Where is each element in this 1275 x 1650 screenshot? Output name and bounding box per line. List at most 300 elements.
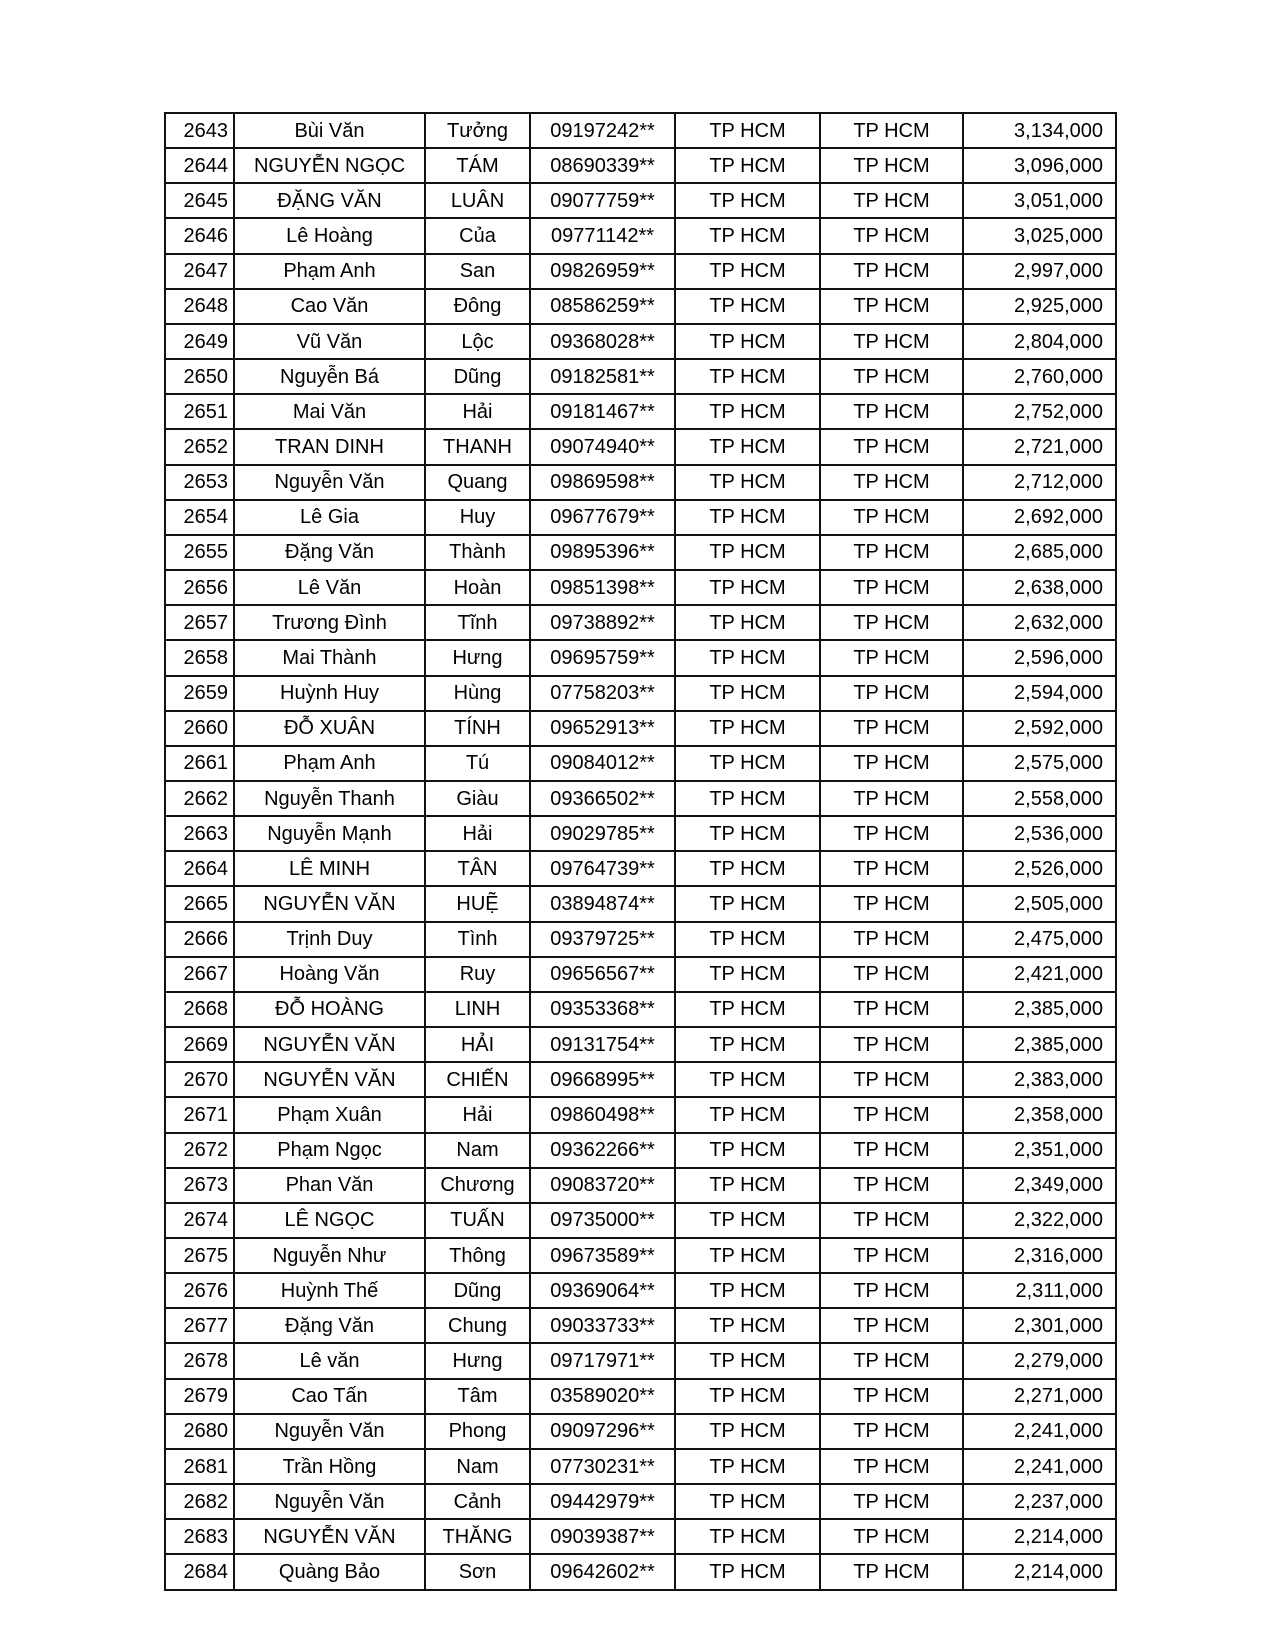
cell-row-index: 2662 [165,781,234,816]
table-row [165,605,1116,640]
cell-family-middle-name: Phạm Xuân [234,1097,425,1132]
cell-family-middle-name: NGUYỄN VĂN [234,1027,425,1062]
table-row [165,1449,1116,1484]
cell-phone-number-masked: 09826959** [530,254,675,289]
cell-province: TP HCM [675,218,820,253]
cell-province: TP HCM [675,1554,820,1589]
table-row [165,394,1116,429]
cell-row-index: 2657 [165,605,234,640]
cell-amount-vnd: 2,358,000 [963,1097,1116,1132]
cell-family-middle-name: ĐỖ HOÀNG [234,992,425,1027]
cell-given-name: Phong [425,1414,530,1449]
cell-given-name: TÂN [425,851,530,886]
table-row [165,1379,1116,1414]
table-row [165,1484,1116,1519]
cell-province: TP HCM [675,605,820,640]
cell-amount-vnd: 2,271,000 [963,1379,1116,1414]
cell-row-index: 2660 [165,711,234,746]
cell-province: TP HCM [675,1133,820,1168]
table-row [165,1238,1116,1273]
cell-row-index: 2649 [165,324,234,359]
cell-row-index: 2661 [165,746,234,781]
cell-given-name: Giàu [425,781,530,816]
cell-payout-province: TP HCM [820,1379,963,1414]
cell-given-name: Nam [425,1449,530,1484]
cell-family-middle-name: Lê Gia [234,500,425,535]
cell-phone-number-masked: 09097296** [530,1414,675,1449]
cell-family-middle-name: Nguyễn Bá [234,359,425,394]
cell-amount-vnd: 2,351,000 [963,1133,1116,1168]
cell-given-name: HẢI [425,1027,530,1062]
cell-family-middle-name: Mai Văn [234,394,425,429]
cell-row-index: 2646 [165,218,234,253]
cell-province: TP HCM [675,1379,820,1414]
cell-given-name: Tĩnh [425,605,530,640]
cell-amount-vnd: 2,685,000 [963,535,1116,570]
cell-family-middle-name: Nguyễn Văn [234,465,425,500]
cell-phone-number-masked: 09379725** [530,922,675,957]
cell-phone-number-masked: 09642602** [530,1554,675,1589]
cell-amount-vnd: 2,712,000 [963,465,1116,500]
cell-row-index: 2676 [165,1273,234,1308]
table-row [165,851,1116,886]
cell-given-name: THANH [425,429,530,464]
cell-family-middle-name: Nguyễn Như [234,1238,425,1273]
cell-given-name: Tâm [425,1379,530,1414]
cell-phone-number-masked: 09029785** [530,816,675,851]
cell-phone-number-masked: 09869598** [530,465,675,500]
cell-amount-vnd: 2,526,000 [963,851,1116,886]
cell-amount-vnd: 2,279,000 [963,1343,1116,1378]
table-row [165,781,1116,816]
table-row [165,816,1116,851]
cell-payout-province: TP HCM [820,1168,963,1203]
cell-phone-number-masked: 09362266** [530,1133,675,1168]
cell-province: TP HCM [675,711,820,746]
cell-phone-number-masked: 09131754** [530,1027,675,1062]
cell-amount-vnd: 2,301,000 [963,1308,1116,1343]
cell-amount-vnd: 2,349,000 [963,1168,1116,1203]
cell-amount-vnd: 2,596,000 [963,640,1116,675]
cell-phone-number-masked: 08586259** [530,289,675,324]
cell-province: TP HCM [675,1484,820,1519]
cell-province: TP HCM [675,746,820,781]
cell-province: TP HCM [675,359,820,394]
table-row [165,1027,1116,1062]
cell-given-name: LUÂN [425,183,530,218]
cell-family-middle-name: NGUYỄN VĂN [234,886,425,921]
cell-payout-province: TP HCM [820,570,963,605]
cell-amount-vnd: 2,421,000 [963,957,1116,992]
cell-payout-province: TP HCM [820,429,963,464]
cell-amount-vnd: 2,721,000 [963,429,1116,464]
table-row [165,1343,1116,1378]
cell-given-name: HUẸ̃ [425,886,530,921]
cell-phone-number-masked: 09738892** [530,605,675,640]
cell-payout-province: TP HCM [820,676,963,711]
cell-row-index: 2647 [165,254,234,289]
cell-family-middle-name: Vũ Văn [234,324,425,359]
table-row [165,1554,1116,1589]
cell-given-name: Thông [425,1238,530,1273]
cell-payout-province: TP HCM [820,359,963,394]
cell-row-index: 2671 [165,1097,234,1132]
cell-province: TP HCM [675,816,820,851]
cell-given-name: THĂNG [425,1519,530,1554]
cell-province: TP HCM [675,922,820,957]
cell-phone-number-masked: 09717971** [530,1343,675,1378]
cell-given-name: Hưng [425,640,530,675]
cell-family-middle-name: Trịnh Duy [234,922,425,957]
cell-family-middle-name: Cao Văn [234,289,425,324]
cell-province: TP HCM [675,640,820,675]
cell-payout-province: TP HCM [820,605,963,640]
cell-given-name: Hưng [425,1343,530,1378]
cell-given-name: Cảnh [425,1484,530,1519]
cell-payout-province: TP HCM [820,1027,963,1062]
cell-province: TP HCM [675,465,820,500]
cell-phone-number-masked: 09668995** [530,1062,675,1097]
cell-given-name: Của [425,218,530,253]
cell-given-name: Chung [425,1308,530,1343]
cell-payout-province: TP HCM [820,851,963,886]
cell-family-middle-name: Trần Hồng [234,1449,425,1484]
cell-amount-vnd: 2,632,000 [963,605,1116,640]
cell-phone-number-masked: 09860498** [530,1097,675,1132]
cell-given-name: Tưởng [425,113,530,148]
cell-row-index: 2648 [165,289,234,324]
cell-family-middle-name: Quàng Bảo [234,1554,425,1589]
cell-province: TP HCM [675,1519,820,1554]
cell-family-middle-name: Mai Thành [234,640,425,675]
cell-row-index: 2680 [165,1414,234,1449]
table-row [165,676,1116,711]
cell-province: TP HCM [675,886,820,921]
table-row [165,218,1116,253]
cell-family-middle-name: Lê Hoàng [234,218,425,253]
cell-family-middle-name: NGUYỄN VĂN [234,1062,425,1097]
cell-payout-province: TP HCM [820,1097,963,1132]
cell-province: TP HCM [675,1062,820,1097]
cell-row-index: 2652 [165,429,234,464]
cell-given-name: Chương [425,1168,530,1203]
cell-row-index: 2677 [165,1308,234,1343]
cell-payout-province: TP HCM [820,289,963,324]
cell-family-middle-name: Cao Tấn [234,1379,425,1414]
cell-family-middle-name: Hoàng Văn [234,957,425,992]
cell-province: TP HCM [675,781,820,816]
table-row [165,289,1116,324]
cell-phone-number-masked: 09695759** [530,640,675,675]
cell-row-index: 2645 [165,183,234,218]
cell-given-name: LINH [425,992,530,1027]
cell-payout-province: TP HCM [820,465,963,500]
cell-row-index: 2663 [165,816,234,851]
cell-phone-number-masked: 07758203** [530,676,675,711]
cell-phone-number-masked: 09368028** [530,324,675,359]
cell-amount-vnd: 2,594,000 [963,676,1116,711]
cell-payout-province: TP HCM [820,992,963,1027]
cell-payout-province: TP HCM [820,1414,963,1449]
table-row [165,1062,1116,1097]
cell-row-index: 2681 [165,1449,234,1484]
cell-row-index: 2656 [165,570,234,605]
cell-row-index: 2659 [165,676,234,711]
table-row [165,254,1116,289]
cell-family-middle-name: Phạm Ngọc [234,1133,425,1168]
cell-phone-number-masked: 09084012** [530,746,675,781]
cell-province: TP HCM [675,394,820,429]
cell-row-index: 2678 [165,1343,234,1378]
table-row [165,465,1116,500]
cell-family-middle-name: Huỳnh Huy [234,676,425,711]
cell-row-index: 2654 [165,500,234,535]
table-row [165,922,1116,957]
cell-province: TP HCM [675,1308,820,1343]
table-row [165,1519,1116,1554]
table-row [165,640,1116,675]
cell-family-middle-name: Nguyễn Văn [234,1484,425,1519]
cell-phone-number-masked: 09033733** [530,1308,675,1343]
cell-payout-province: TP HCM [820,746,963,781]
cell-amount-vnd: 3,025,000 [963,218,1116,253]
cell-payout-province: TP HCM [820,1062,963,1097]
cell-given-name: Sơn [425,1554,530,1589]
cell-row-index: 2658 [165,640,234,675]
table-row [165,113,1116,148]
cell-amount-vnd: 2,214,000 [963,1519,1116,1554]
cell-given-name: Dũng [425,359,530,394]
cell-payout-province: TP HCM [820,1203,963,1238]
cell-family-middle-name: Nguyễn Thanh [234,781,425,816]
cell-row-index: 2679 [165,1379,234,1414]
cell-province: TP HCM [675,570,820,605]
cell-row-index: 2683 [165,1519,234,1554]
cell-amount-vnd: 2,385,000 [963,992,1116,1027]
cell-phone-number-masked: 03894874** [530,886,675,921]
cell-payout-province: TP HCM [820,148,963,183]
cell-row-index: 2682 [165,1484,234,1519]
cell-province: TP HCM [675,535,820,570]
cell-given-name: Quang [425,465,530,500]
cell-row-index: 2669 [165,1027,234,1062]
cell-given-name: Hải [425,1097,530,1132]
cell-province: TP HCM [675,992,820,1027]
cell-row-index: 2666 [165,922,234,957]
cell-payout-province: TP HCM [820,640,963,675]
cell-province: TP HCM [675,113,820,148]
cell-amount-vnd: 2,592,000 [963,711,1116,746]
cell-payout-province: TP HCM [820,1484,963,1519]
cell-row-index: 2667 [165,957,234,992]
cell-given-name: TUẤN [425,1203,530,1238]
cell-province: TP HCM [675,429,820,464]
cell-phone-number-masked: 08690339** [530,148,675,183]
cell-phone-number-masked: 09366502** [530,781,675,816]
cell-amount-vnd: 2,997,000 [963,254,1116,289]
cell-row-index: 2664 [165,851,234,886]
cell-given-name: Dũng [425,1273,530,1308]
cell-phone-number-masked: 09182581** [530,359,675,394]
table-row [165,1097,1116,1132]
cell-phone-number-masked: 09673589** [530,1238,675,1273]
table-row [165,500,1116,535]
table-row [165,429,1116,464]
cell-payout-province: TP HCM [820,1273,963,1308]
cell-phone-number-masked: 07730231** [530,1449,675,1484]
cell-phone-number-masked: 09895396** [530,535,675,570]
cell-given-name: TÍNH [425,711,530,746]
cell-payout-province: TP HCM [820,711,963,746]
cell-family-middle-name: LÊ NGỌC [234,1203,425,1238]
cell-given-name: Nam [425,1133,530,1168]
cell-given-name: Huy [425,500,530,535]
table-row [165,1203,1116,1238]
cell-amount-vnd: 2,692,000 [963,500,1116,535]
table-row [165,1273,1116,1308]
cell-given-name: Hải [425,394,530,429]
cell-amount-vnd: 2,505,000 [963,886,1116,921]
table-row [165,570,1116,605]
cell-phone-number-masked: 09442979** [530,1484,675,1519]
cell-row-index: 2653 [165,465,234,500]
cell-phone-number-masked: 09077759** [530,183,675,218]
cell-row-index: 2668 [165,992,234,1027]
cell-family-middle-name: NGUYỄN NGỌC [234,148,425,183]
cell-payout-province: TP HCM [820,500,963,535]
cell-payout-province: TP HCM [820,922,963,957]
cell-family-middle-name: Phạm Anh [234,254,425,289]
cell-family-middle-name: Lê Văn [234,570,425,605]
table-row [165,1308,1116,1343]
cell-payout-province: TP HCM [820,113,963,148]
cell-family-middle-name: Trương Đình [234,605,425,640]
cell-phone-number-masked: 09074940** [530,429,675,464]
cell-payout-province: TP HCM [820,816,963,851]
cell-row-index: 2675 [165,1238,234,1273]
cell-province: TP HCM [675,324,820,359]
cell-phone-number-masked: 09735000** [530,1203,675,1238]
cell-payout-province: TP HCM [820,886,963,921]
cell-row-index: 2674 [165,1203,234,1238]
cell-amount-vnd: 2,214,000 [963,1554,1116,1589]
cell-payout-province: TP HCM [820,1133,963,1168]
cell-payout-province: TP HCM [820,535,963,570]
cell-given-name: Thành [425,535,530,570]
cell-given-name: Hải [425,816,530,851]
cell-amount-vnd: 2,752,000 [963,394,1116,429]
cell-row-index: 2684 [165,1554,234,1589]
cell-given-name: Tình [425,922,530,957]
cell-payout-province: TP HCM [820,1343,963,1378]
cell-family-middle-name: Phạm Anh [234,746,425,781]
cell-family-middle-name: ĐẶNG VĂN [234,183,425,218]
cell-row-index: 2673 [165,1168,234,1203]
table-row [165,886,1116,921]
cell-given-name: TÁM [425,148,530,183]
cell-province: TP HCM [675,1343,820,1378]
cell-row-index: 2655 [165,535,234,570]
cell-phone-number-masked: 09039387** [530,1519,675,1554]
cell-payout-province: TP HCM [820,1554,963,1589]
payout-list-table [164,112,1117,1591]
table-row [165,1133,1116,1168]
cell-payout-province: TP HCM [820,183,963,218]
cell-row-index: 2665 [165,886,234,921]
cell-amount-vnd: 2,558,000 [963,781,1116,816]
cell-payout-province: TP HCM [820,1449,963,1484]
cell-phone-number-masked: 09197242** [530,113,675,148]
cell-phone-number-masked: 09181467** [530,394,675,429]
cell-payout-province: TP HCM [820,781,963,816]
cell-given-name: Tú [425,746,530,781]
cell-payout-province: TP HCM [820,394,963,429]
table-row [165,535,1116,570]
cell-amount-vnd: 2,638,000 [963,570,1116,605]
table-row [165,746,1116,781]
cell-payout-province: TP HCM [820,254,963,289]
cell-province: TP HCM [675,1203,820,1238]
cell-phone-number-masked: 09369064** [530,1273,675,1308]
table-row [165,711,1116,746]
cell-amount-vnd: 3,096,000 [963,148,1116,183]
cell-given-name: Lộc [425,324,530,359]
table-row [165,1168,1116,1203]
cell-amount-vnd: 2,241,000 [963,1414,1116,1449]
cell-phone-number-masked: 09083720** [530,1168,675,1203]
cell-amount-vnd: 2,385,000 [963,1027,1116,1062]
cell-amount-vnd: 2,760,000 [963,359,1116,394]
cell-province: TP HCM [675,1449,820,1484]
cell-row-index: 2672 [165,1133,234,1168]
cell-row-index: 2651 [165,394,234,429]
cell-row-index: 2643 [165,113,234,148]
table-row [165,183,1116,218]
cell-payout-province: TP HCM [820,1308,963,1343]
cell-family-middle-name: Bùi Văn [234,113,425,148]
cell-province: TP HCM [675,1097,820,1132]
cell-payout-province: TP HCM [820,957,963,992]
cell-amount-vnd: 2,316,000 [963,1238,1116,1273]
cell-family-middle-name: Đặng Văn [234,535,425,570]
cell-province: TP HCM [675,183,820,218]
cell-payout-province: TP HCM [820,218,963,253]
cell-family-middle-name: Huỳnh Thế [234,1273,425,1308]
cell-amount-vnd: 2,804,000 [963,324,1116,359]
cell-family-middle-name: NGUYỄN VĂN [234,1519,425,1554]
cell-province: TP HCM [675,1273,820,1308]
cell-given-name: Hoàn [425,570,530,605]
cell-family-middle-name: TRAN DINH [234,429,425,464]
cell-amount-vnd: 2,925,000 [963,289,1116,324]
cell-family-middle-name: Lê văn [234,1343,425,1378]
cell-amount-vnd: 2,475,000 [963,922,1116,957]
cell-given-name: Hùng [425,676,530,711]
cell-phone-number-masked: 09851398** [530,570,675,605]
cell-amount-vnd: 2,575,000 [963,746,1116,781]
cell-row-index: 2644 [165,148,234,183]
table-row [165,324,1116,359]
cell-province: TP HCM [675,148,820,183]
cell-phone-number-masked: 09656567** [530,957,675,992]
cell-amount-vnd: 3,051,000 [963,183,1116,218]
cell-province: TP HCM [675,254,820,289]
table-row [165,1414,1116,1449]
cell-family-middle-name: Phan Văn [234,1168,425,1203]
cell-payout-province: TP HCM [820,324,963,359]
cell-province: TP HCM [675,289,820,324]
cell-phone-number-masked: 09771142** [530,218,675,253]
